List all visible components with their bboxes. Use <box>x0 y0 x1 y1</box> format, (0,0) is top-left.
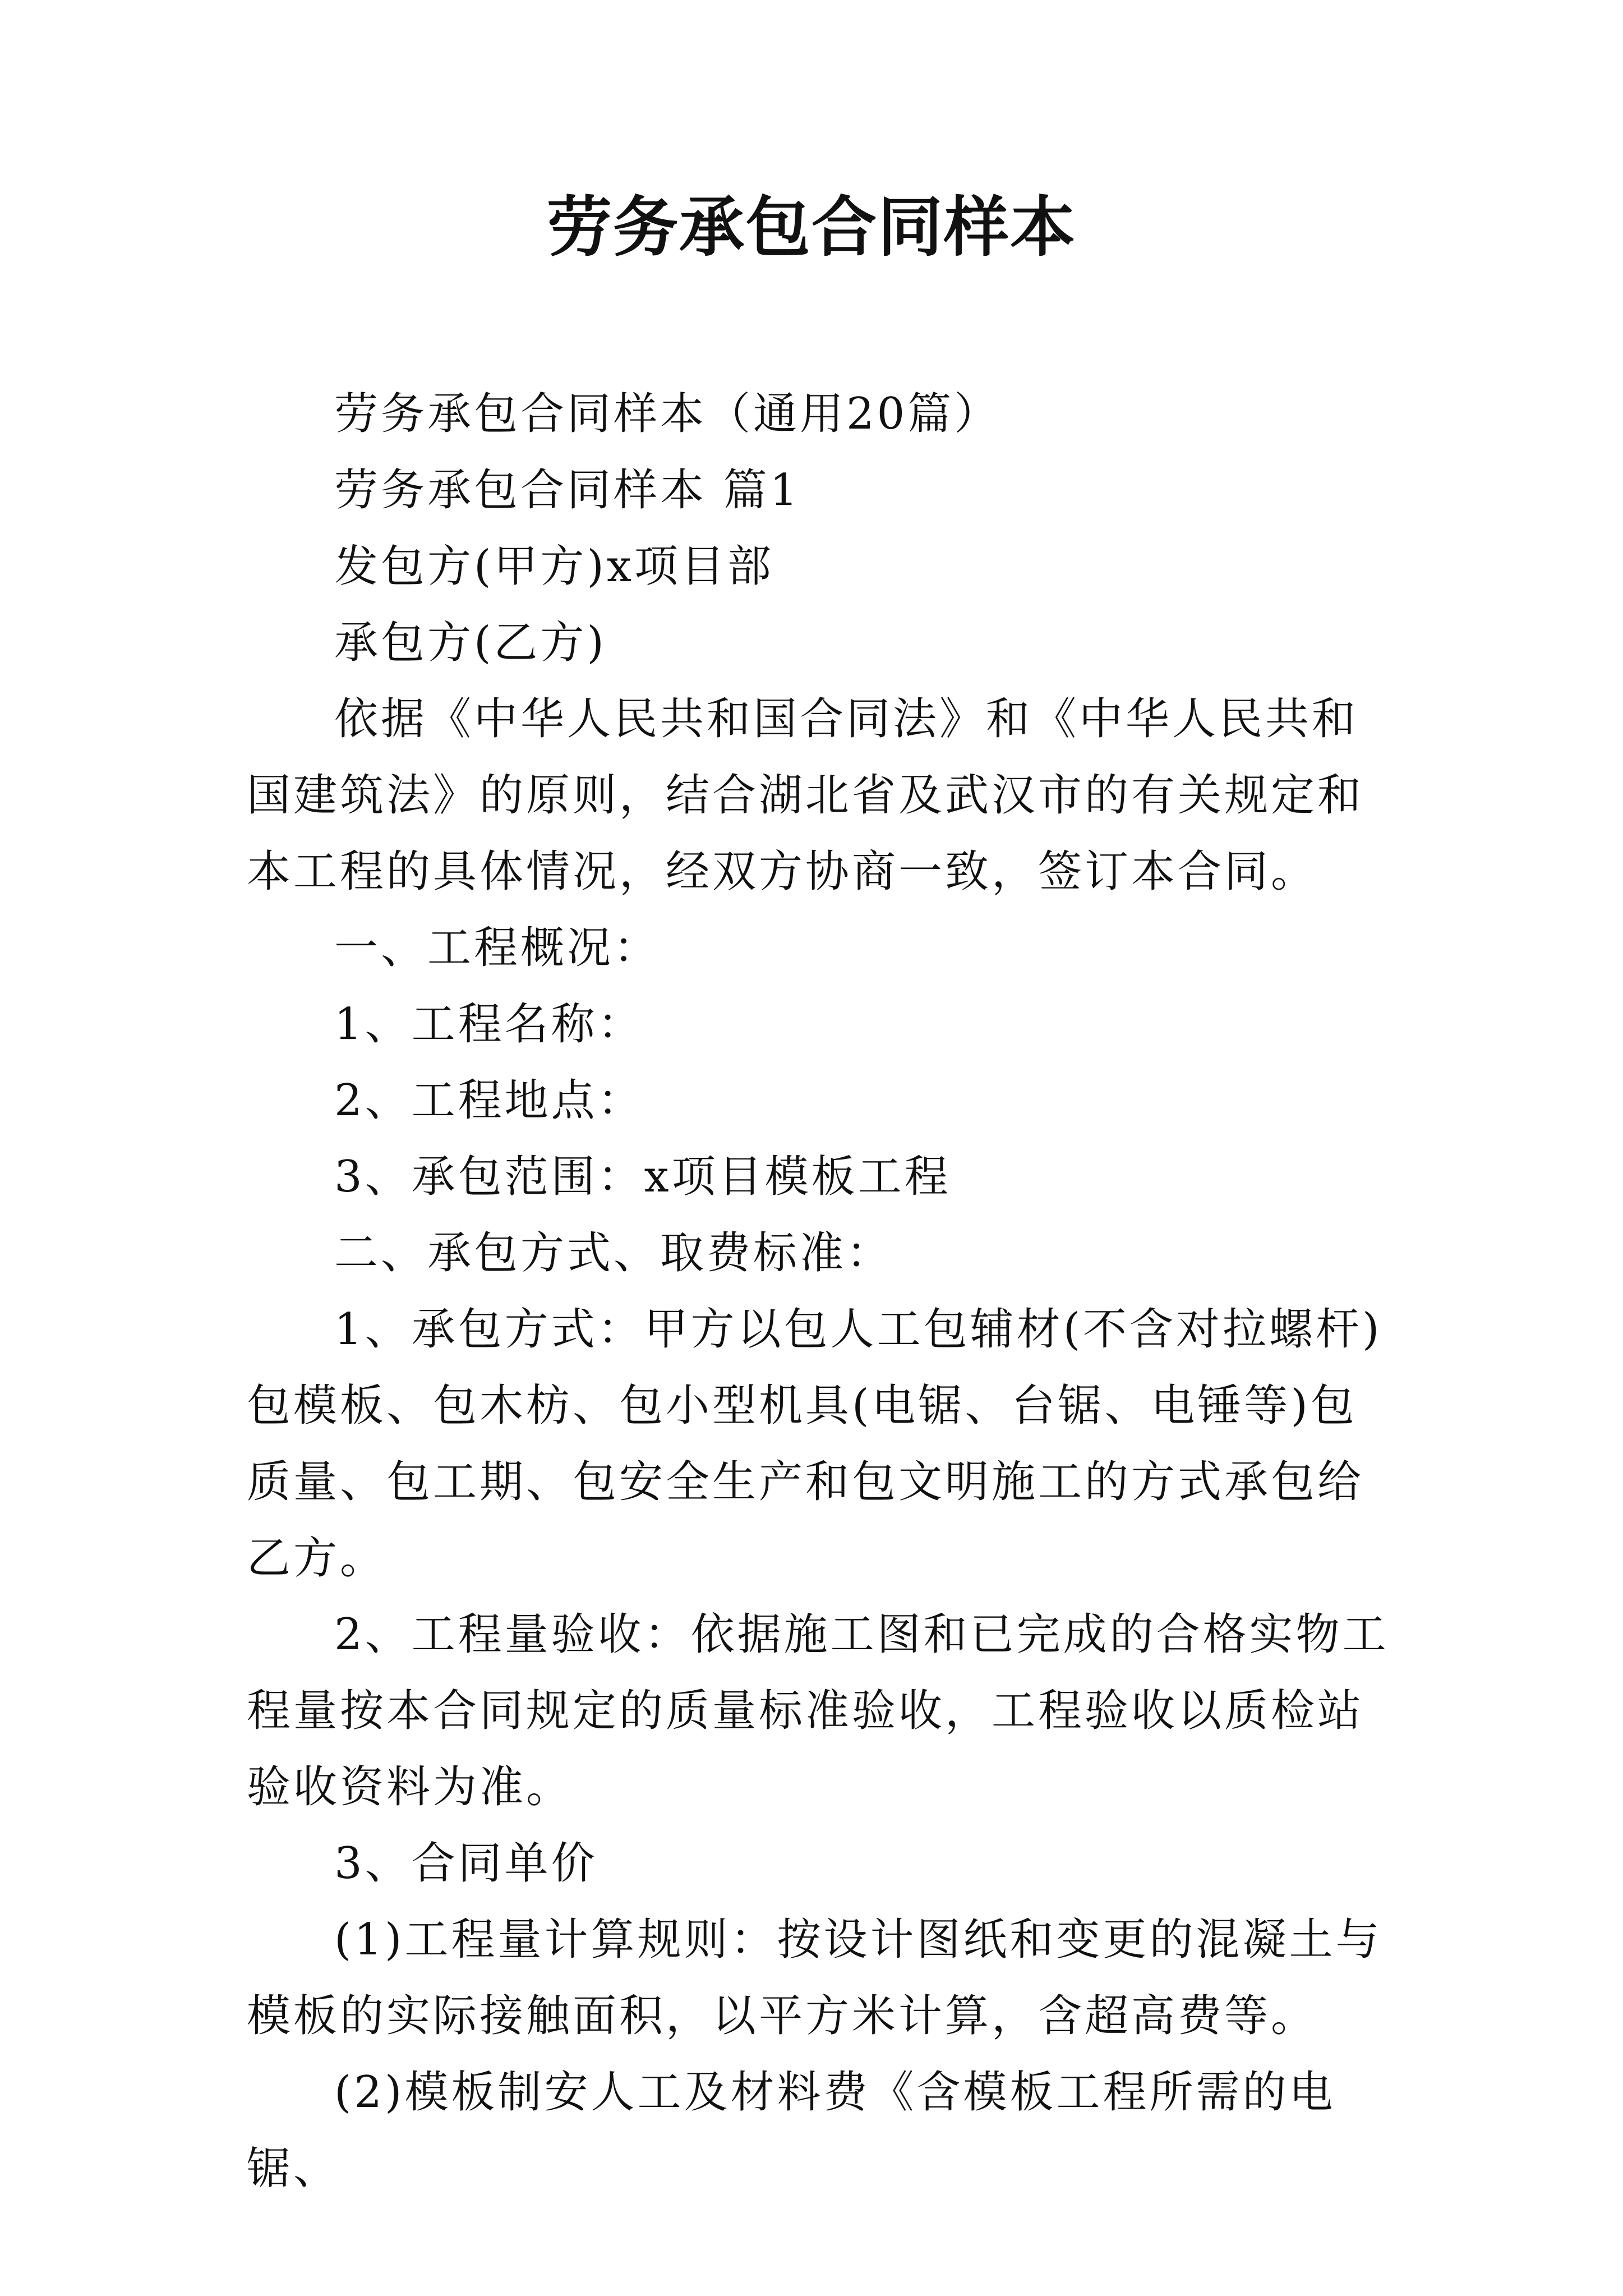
paragraph-quantity-acceptance: 2、工程量验收：依据施工图和已完成的合格实物工程量按本合同规定的质量标准验收，工程验收以质检站验收资料为准。 <box>247 1609 1389 1812</box>
paragraph-project-location: 2、工程地点： <box>334 1075 644 1126</box>
paragraph-contract-method: 1、承包方式：甲方以包人工包辅材(不含对拉螺杆)包模板、包木枋、包小型机具(电锯、台锯、电锤等)包质量、包工期、包安全生产和包文明施工的方式承包给乙方。 <box>247 1304 1382 1584</box>
paragraph-section-heading: 劳务承包合同样本 篇1 <box>334 465 801 516</box>
paragraph-basis: 依据《中华人民共和国合同法》和《中华人民共和国建筑法》的原则，结合湖北省及武汉市的有关规定和本工程的具体情况，经双方协商一致，签订本合同。 <box>247 694 1364 897</box>
paragraph-overview-heading: 一、工程概况： <box>334 923 661 973</box>
document-title: 劳务承包合同样本 <box>547 189 1076 265</box>
paragraph-formwork-cost: (2)模板制安人工及材料费《含模板工程所需的电锯、 <box>247 2067 1336 2194</box>
paragraph-method-heading: 二、承包方式、取费标准： <box>334 1228 893 1278</box>
paragraph-project-name: 1、工程名称： <box>334 999 644 1050</box>
paragraph-unit-price-heading: 3、合同单价 <box>334 1838 598 1889</box>
document-body <box>247 376 1395 2207</box>
paragraph-doc-heading: 劳务承包合同样本（通用20篇） <box>334 389 1001 439</box>
paragraph-calculation-rule: (1)工程量计算规则：按设计图纸和变更的混凝土与模板的实际接触面积，以平方米计算，含超高费等。 <box>247 1915 1382 2041</box>
paragraph-party-b: 承包方(乙方) <box>334 618 607 668</box>
paragraph-party-a: 发包方(甲方)x项目部 <box>334 541 774 592</box>
paragraph-contract-scope: 3、承包范围：x项目模板工程 <box>334 1152 951 1202</box>
